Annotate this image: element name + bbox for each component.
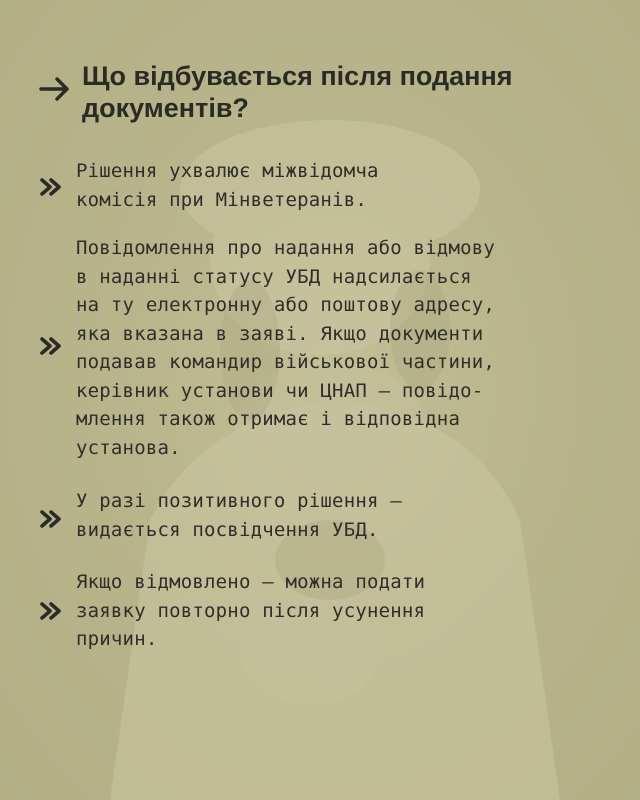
section-heading <box>38 60 598 124</box>
list-item <box>40 487 600 547</box>
double-chevron-right-icon <box>40 337 62 355</box>
list-item-text: Повідомлення про надання або відмову в наданні статусу УБД надсилається на ту електронну або поштову адресу, яка вказана в заяві. Якщо документи подавав командир військової частини, керівник установи чи ЦНАП – повідо- млення також отримає і відповідна установа. <box>76 237 496 459</box>
list-item-text: У разі позитивного рішення – видається посвідчення УБД. <box>76 490 402 541</box>
list-item-text: Якщо відмовлено – можна подати заявку повторно після усунення причин. <box>76 571 426 650</box>
page-title: Що відбувається після подання документів? <box>82 61 513 123</box>
list-item <box>40 568 600 658</box>
double-chevron-right-icon <box>40 602 62 620</box>
list-item <box>40 234 600 469</box>
list-item-text: Рішення ухвалює міжвідомча комісія при Мінветеранів. <box>76 160 379 211</box>
list-item <box>40 157 600 217</box>
double-chevron-right-icon <box>40 510 62 528</box>
double-chevron-right-icon <box>40 178 62 196</box>
arrow-right-icon <box>38 74 72 104</box>
